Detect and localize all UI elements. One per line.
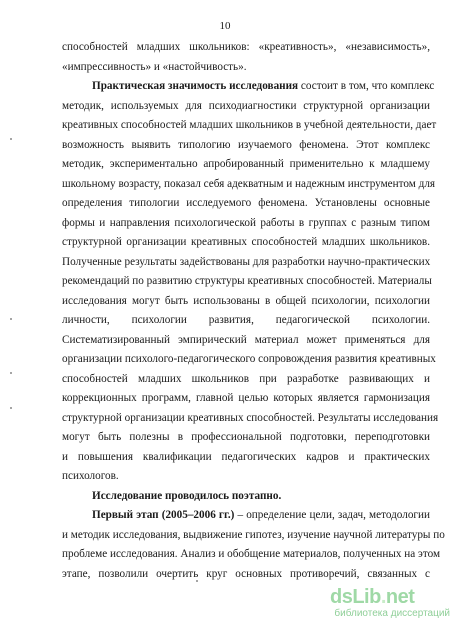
text-line	[62, 177, 436, 191]
line-text: Систематизированный эмпирический материал может применяться для	[62, 333, 430, 346]
line-text: и методик исследования, выдвижение гипотез, изучение научной литературы по	[62, 528, 445, 541]
text-line	[62, 411, 439, 425]
line-text: состоит в том, что комплекс	[298, 80, 435, 92]
text-line	[62, 391, 430, 405]
text-line	[62, 528, 445, 542]
text-line	[62, 274, 430, 288]
line-text: структурной организации креативных способностей. Результаты исследования	[62, 411, 439, 424]
text-line	[62, 547, 441, 561]
text-line	[62, 333, 430, 347]
text-line	[62, 196, 430, 210]
line-text: проблеме исследования. Анализ и обобщение материалов, полученных на этом	[62, 548, 441, 560]
line-text: личности, психологии развития, педагогической психологии.	[62, 314, 430, 326]
bold-lead: Практическая значимость исследования	[92, 80, 299, 92]
watermark	[330, 586, 450, 621]
line-text: «импрессивность» и «настойчивость».	[62, 60, 247, 73]
text-line	[62, 294, 430, 308]
line-text: могут быть полезны в профессиональной подготовки, переподготовки	[62, 431, 430, 443]
line-text: возможность выявить типологию изучаемого феномена. Этот комплекс	[62, 138, 430, 151]
line-text: структурной организации креативных способностей младших школьников.	[62, 236, 430, 248]
page-number: 10	[219, 20, 231, 32]
bold-lead: Исследование проводилось поэтапно.	[92, 489, 282, 502]
watermark-subtitle: библиотека диссертаций	[334, 608, 450, 619]
line-text: методик, экспериментально апробированный применительно к младшему	[62, 158, 430, 170]
line-text: коррекционных программ, главной целью которых является гармонизация	[62, 392, 430, 404]
line-text: исследования могут быть использованы в общей психологии, психологии	[62, 294, 430, 307]
scan-speck	[10, 318, 12, 320]
bold-lead: Первый этап (2005–2006 гг.)	[92, 509, 235, 521]
text-line	[62, 450, 430, 464]
text-line	[92, 508, 430, 522]
watermark-logo: dsLib.net	[330, 586, 415, 608]
text-line	[62, 60, 430, 74]
line-text: методик, используемых для психодиагностики структурной организации	[62, 99, 430, 112]
line-text: и повышения квалификации педагогических кадров и практических	[62, 450, 430, 463]
text-line	[62, 40, 430, 54]
text-line	[62, 138, 430, 152]
line-text: – определение цели, задач, методологии	[234, 509, 430, 521]
scan-speck	[10, 372, 12, 374]
text-line	[62, 469, 430, 483]
text-line	[62, 352, 436, 366]
text-line	[62, 235, 430, 249]
text-line	[62, 216, 430, 230]
line-text: организации психолого-педагогического сопровождения развития креативных	[62, 353, 436, 365]
line-text: Полученные результаты задействованы для разработки научно-практических	[62, 255, 431, 268]
line-text: креативных способностей младших школьников в учебной деятельности, дает	[62, 119, 437, 131]
line-text: психологов.	[62, 470, 119, 482]
line-text: рекомендаций по развитию структуры креативных способностей. Материалы	[62, 275, 432, 287]
text-line	[62, 157, 430, 171]
text-line	[62, 567, 430, 581]
text-line	[62, 372, 430, 386]
text-line	[62, 255, 430, 269]
line-text: способностей младших школьников: «креативность», «независимость»,	[62, 41, 430, 53]
line-text: формы и направления психологической работы в группах с разным типом	[62, 216, 430, 229]
scan-speck	[10, 138, 12, 140]
line-text: школьному возрасту, показал себя адекватным и надежным инструментом для	[62, 177, 436, 190]
text-line	[62, 99, 430, 113]
line-text: способностей младших школьников при разработке развивающих и	[62, 372, 430, 385]
text-line	[92, 79, 435, 93]
text-line	[62, 118, 437, 132]
scan-speck	[196, 580, 198, 582]
scan-speck	[10, 407, 12, 409]
line-text: определения типологии исследуемого феномена. Установлены основные	[62, 197, 430, 209]
text-line	[92, 489, 430, 503]
text-line	[62, 430, 430, 444]
line-text: этапе, позволили очертить круг основных противоречий, связанных с	[62, 567, 430, 580]
text-line	[62, 313, 430, 327]
